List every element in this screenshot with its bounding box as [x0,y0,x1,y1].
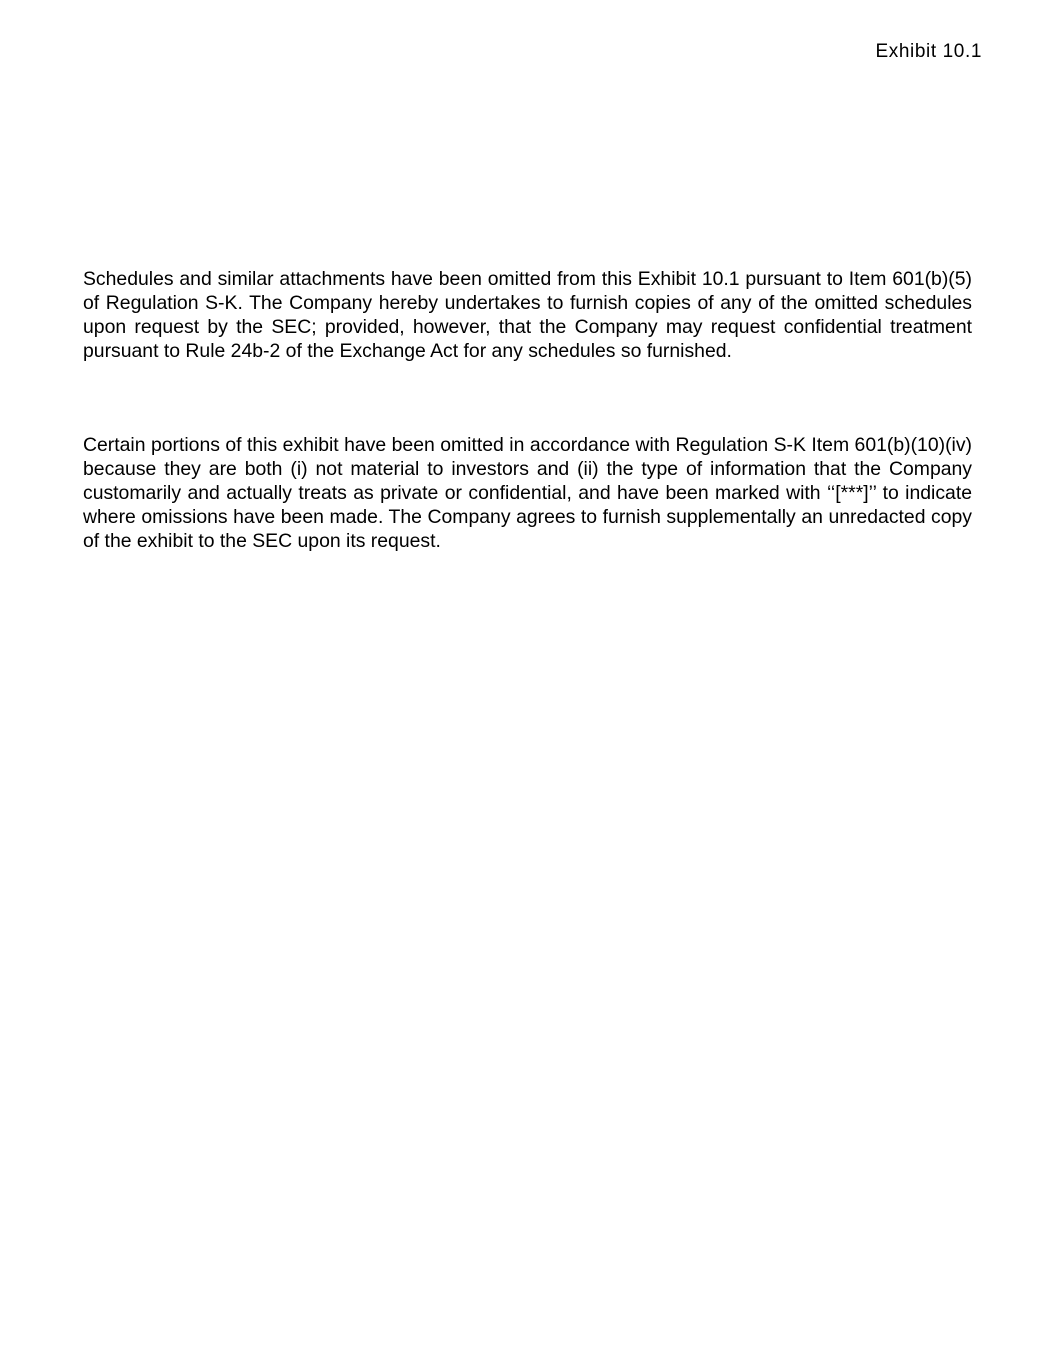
schedules-omission-paragraph: Schedules and similar attachments have been omitted from this Exhibit 10.1 pursuant to Item 601(b)(5) of Regulation S-K. The Company hereby undertakes to furnish copies of any of the omitted schedules upon request by the SEC; provided, however, that the Company may request confidential treatment pursuant to Rule 24b-2 of the Exchange Act for any schedules so furnished. [83,268,972,362]
exhibit-label: Exhibit 10.1 [875,41,982,62]
redaction-notice-paragraph: Certain portions of this exhibit have been omitted in accordance with Regulation S-K Item 601(b)(10)(iv) because they are both (i) not material to investors and (ii) the type of information that the Company customarily and actually treats as private or confidential, and have been marked with ‘‘[***]’’ to indicate where omissions have been made. The Company agrees to furnish supplementally an unredacted copy of the exhibit to the SEC upon its request. [83,434,972,552]
